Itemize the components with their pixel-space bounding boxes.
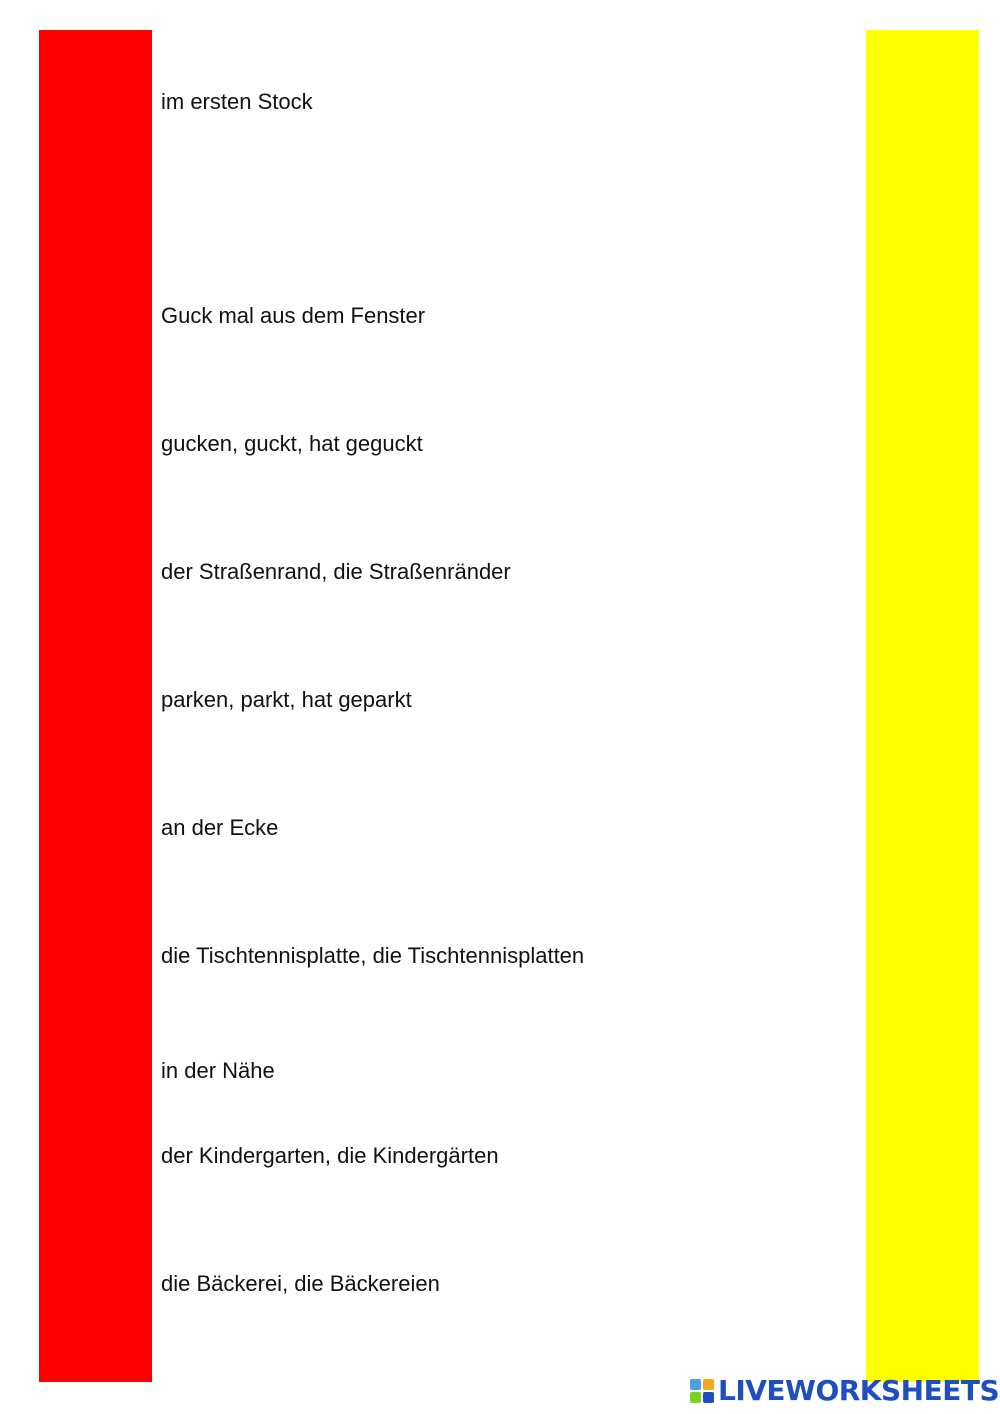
red-side-bar (39, 30, 152, 1382)
vocab-line: der Straßenrand, die Straßenränder (161, 559, 511, 584)
brand-watermark (690, 1374, 999, 1408)
liveworksheets-logo-icon (690, 1379, 714, 1403)
vocab-line: parken, parkt, hat geparkt (161, 687, 412, 712)
vocab-line: an der Ecke (161, 815, 279, 840)
vocab-line: Guck mal aus dem Fenster (161, 303, 426, 328)
brand-text: LIVEWORKSHEETS (718, 1374, 1000, 1407)
vocab-line: die Tischtennisplatte, die Tischtennisplatten (161, 943, 585, 968)
yellow-side-bar (866, 30, 979, 1382)
vocab-line: der Kindergarten, die Kindergärten (161, 1143, 499, 1168)
vocab-line: die Bäckerei, die Bäckereien (161, 1271, 440, 1296)
vocab-line: gucken, guckt, hat geguckt (161, 431, 423, 456)
vocab-line: im ersten Stock (161, 89, 313, 114)
vocab-line: in der Nähe (161, 1058, 275, 1083)
